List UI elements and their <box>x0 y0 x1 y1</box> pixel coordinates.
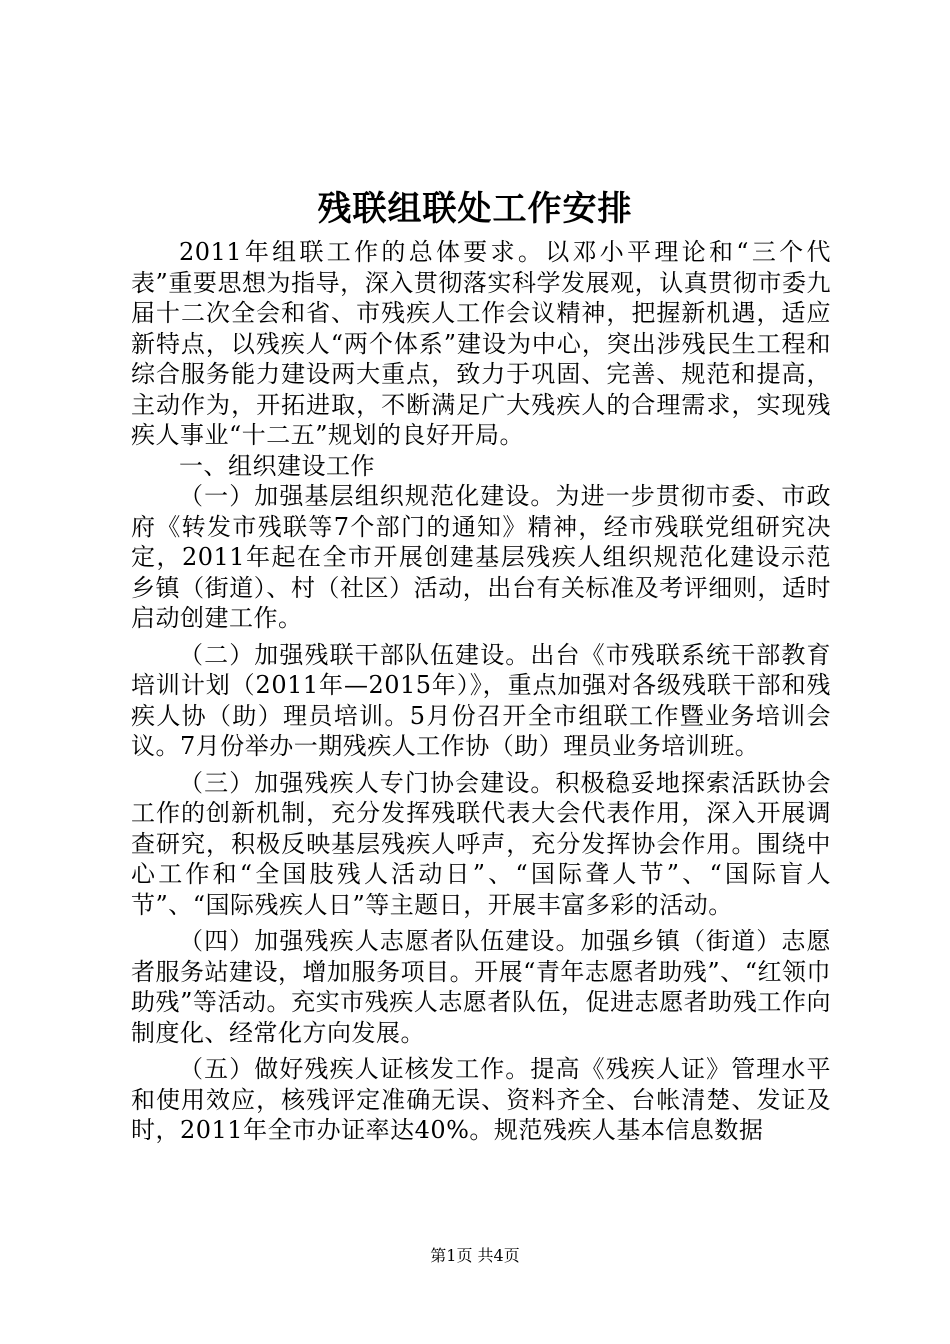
paragraph-item-1: （一）加强基层组织规范化建设。为进一步贯彻市委、市政府《转发市残联等7个部门的通知》精神，经市残联党组研究决定，2011年起在全市开展创建基层残疾人组织规范化建设示范乡镇（街道）、村（社区）活动，出台有关标准及考评细则，适时启动创建工作。 <box>131 482 831 632</box>
paragraph-item-3: （三）加强残疾人专门协会建设。积极稳妥地探索活跃协会工作的创新机制，充分发挥残联代表大会代表作用，深入开展调查研究，积极反映基层残疾人呼声，充分发挥协会作用。围绕中心工作和“全国肢残人活动日”、“国际聋人节”、“国际盲人节”、“国际残疾人日”等主题日，开展丰富多彩的活动。 <box>131 768 831 919</box>
section-heading-organization: 一、组织建设工作 <box>179 451 375 480</box>
paragraph-overview: 2011年组联工作的总体要求。以邓小平理论和“三个代表”重要思想为指导，深入贯彻落实科学发展观，认真贯彻市委九届十二次全会和省、市残疾人工作会议精神，把握新机遇，适应新特点，以残疾人“两个体系”建设为中心，突出涉残民生工程和综合服务能力建设两大重点，致力于巩固、完善、规范和提高，主动作为，开拓进取，不断满足广大残疾人的合理需求，实现残疾人事业“十二五”规划的良好开局。 <box>131 238 831 449</box>
document-body <box>131 237 831 1146</box>
document-title: 残联组联处工作安排 <box>317 189 633 229</box>
paragraph-item-2: （二）加强残联干部队伍建设。出台《市残联系统干部教育培训计划（2011年—2015年）》，重点加强对各级残联干部和残疾人协（助）理员培训。5月份召开全市组联工作暨业务培训会议。7月份举办一期残疾人工作协（助）理员业务培训班。 <box>131 640 831 760</box>
paragraph-item-4: （四）加强残疾人志愿者队伍建设。加强乡镇（街道）志愿者服务站建设，增加服务项目。开展“青年志愿者助残”、“红领巾助残”等活动。充实市残疾人志愿者队伍，促进志愿者助残工作向制度化、经常化方向发展。 <box>131 927 831 1047</box>
paragraph-item-5: （五）做好残疾人证核发工作。提高《残疾人证》管理水平和使用效应，核残评定准确无误、资料齐全、台帐清楚、发证及时，2011年全市办证率达40%。规范残疾人基本信息数据 <box>131 1055 831 1144</box>
page-footer: 第1页 共4页 <box>430 1246 520 1265</box>
